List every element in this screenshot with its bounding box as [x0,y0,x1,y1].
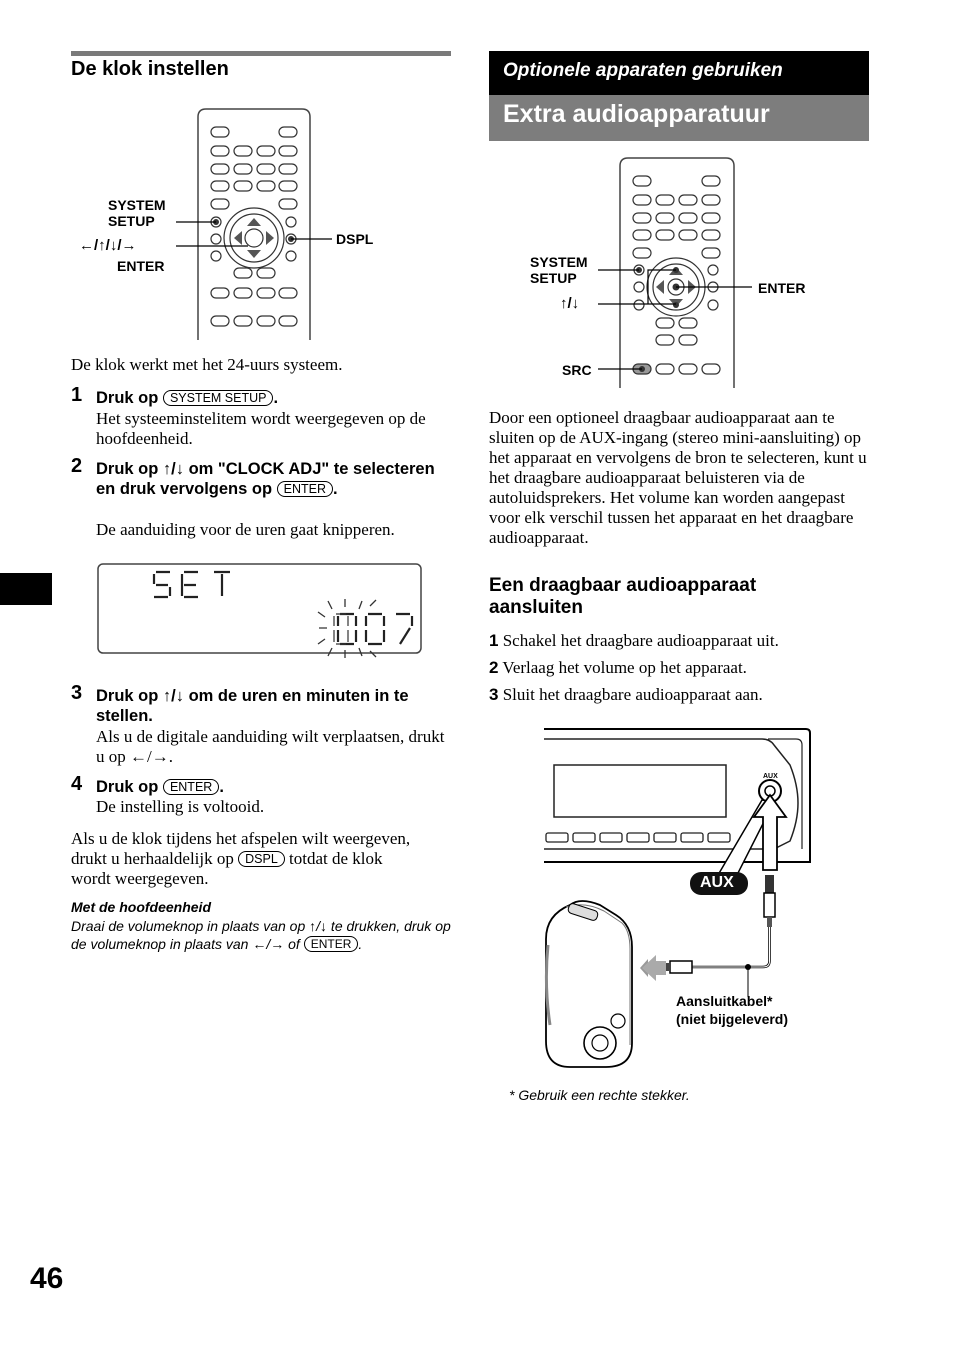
step-text: De instelling is voltooid. [96,797,265,816]
step-heading-text: Druk op ↑/↓ om "CLOCK ADJ" te selecteren en druk vervolgens op [96,460,435,498]
note-text [71,917,456,953]
step-heading-end: . [333,480,338,498]
list-item-number: 3 [489,685,499,704]
step-text: Als u de digitale aanduiding wilt verplaatsen, drukt u op ←/→. [96,727,445,766]
enter-button: ENTER [304,936,359,952]
note-text-body: Draai de volumeknop in plaats van op ↑/↓ te drukken, druk op de volumeknop in plaats van ←/→ of [71,918,451,952]
step-number: 1 [71,384,83,406]
aux-badge: AUX [700,874,734,891]
step-heading: Druk op ↑/↓ om de uren en minuten in te stellen. [96,687,409,725]
section-title-aux: Extra audioapparatuur [503,100,770,128]
step-heading-text: Druk op [96,778,159,796]
note-text-end: . [358,936,363,952]
label-src: SRC [562,362,592,378]
system-setup-button: SYSTEM SETUP [163,390,274,406]
intro-text: De klok werkt met het 24-uurs systeem. [71,355,343,374]
dspl-button: DSPL [238,851,285,867]
list-item [489,658,747,678]
clock-display-paragraph [71,829,421,889]
step-number: 3 [71,682,83,704]
paragraph-text: Als u de klok tijdens het afspelen wilt weergeven, drukt u herhaaldelijk op [71,829,411,868]
step-heading [96,459,446,499]
section-rule [71,51,451,56]
step-number: 4 [71,773,83,795]
step-heading-end: . [219,778,224,796]
label-system: SYSTEM [108,197,166,213]
step-number: 2 [71,455,83,477]
cable-label-note: (niet bijgeleverd) [676,1011,789,1027]
label-enter: ENTER [758,280,806,296]
list-item-number: 2 [489,658,499,677]
list-item-text: Schakel het draagbare audioapparaat uit. [502,631,779,650]
enter-button: ENTER [163,779,219,795]
chapter-tab [0,573,52,605]
step-heading [96,388,451,408]
footnote: * Gebruik een rechte stekker. [509,1087,690,1103]
label-updown: ↑/↓ [560,295,580,312]
aux-jack-label: AUX [763,773,778,780]
list-item [489,631,779,651]
label-setup: SETUP [108,213,155,229]
aux-intro-text: Door een optioneel draagbaar audioapparaat aan te sluiten op de AUX-ingang (stereo mini-aansluiting) op het apparaat en vervolgens de bron te selecteren, kunt u het draagbare audioapparaat beluisteren via de autoluidsprekers. Het volume kan worden aangepast voor elk verschil tussen het apparaat en het draagbare audioapparaat. [489,408,867,547]
lcd-display-illustration [96,562,424,660]
list-item-text: Sluit het draagbare audioapparaat aan. [502,685,763,704]
list-item-text: Verlaag het volume op het apparaat. [502,658,747,677]
step-text: De aanduiding voor de uren gaat knipperen. [96,520,395,539]
note-heading: Met de hoofdeenheid [71,899,211,915]
label-system: SYSTEM [530,254,588,270]
label-arrows: ←/↑/↓/→ [79,237,137,254]
page-number: 46 [30,1262,64,1295]
label-setup: SETUP [530,270,577,286]
step-text: Het systeeminstelitem wordt weergegeven op de hoofdeenheid. [96,409,426,448]
category-title: Optionele apparaten gebruiken [503,60,783,81]
step-heading [96,777,451,797]
subheading-connect: Een draagbaar audioapparaat aansluiten [489,575,757,618]
enter-button: ENTER [277,481,333,497]
step-heading-text: Druk op [96,389,159,407]
section-title-clock: De klok instellen [71,58,229,80]
label-dspl: DSPL [336,231,374,247]
list-item-number: 1 [489,631,499,650]
step-heading-end: . [273,389,279,407]
label-enter: ENTER [117,258,165,274]
list-item [489,685,763,705]
cable-label: Aansluitkabel* [676,993,773,1009]
paragraph-text-end: totdat de klok wordt weergegeven. [71,849,383,888]
